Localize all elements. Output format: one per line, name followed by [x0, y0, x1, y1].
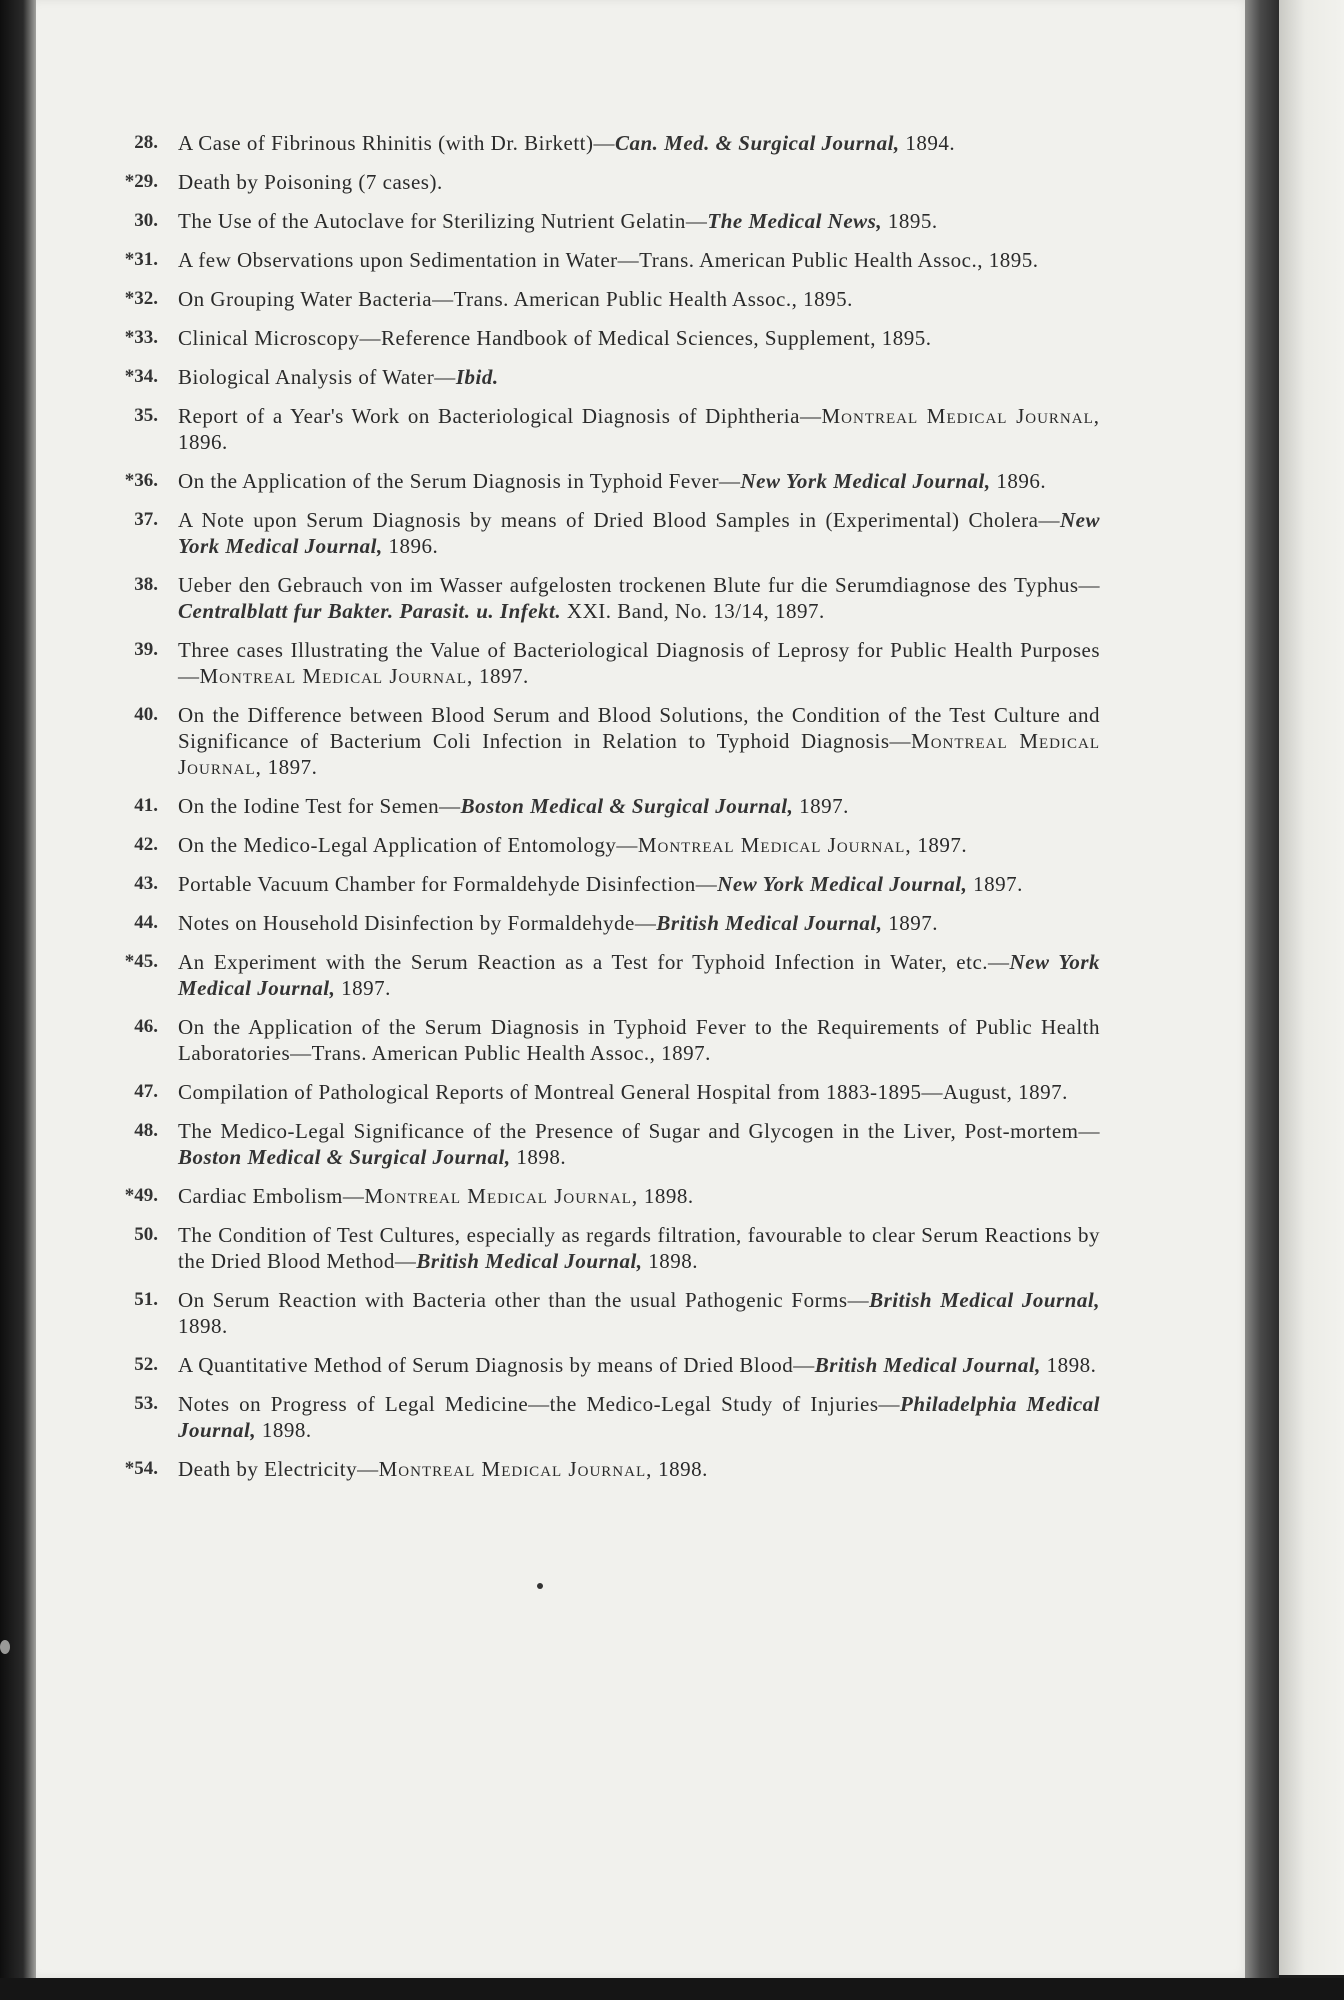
publication-entry: [120, 403, 1100, 455]
journal-title: New York Medical Journal,: [740, 469, 991, 493]
entry-number: *29.: [124, 171, 158, 192]
citation-text: 1898.: [178, 1314, 228, 1338]
publication-entry: [120, 286, 1100, 312]
citation-text: A Note upon Serum Diagnosis by means of Dried Blood Samples in (Experimental) Cholera—: [178, 508, 1060, 532]
entry-number: 44.: [134, 912, 158, 933]
journal-title-smallcaps: Montreal Medical Journal,: [364, 1184, 639, 1208]
next-page-edge: [1279, 0, 1344, 1975]
entry-citation: [178, 1287, 1100, 1339]
entry-number: *31.: [124, 249, 158, 270]
entry-citation: [178, 169, 1100, 195]
citation-text: 1897.: [473, 664, 529, 688]
citation-text: The Medico-Legal Significance of the Presence of Sugar and Glycogen in the Liver, Post-mortem—: [178, 1119, 1100, 1143]
journal-title: British Medical Journal,: [814, 1353, 1041, 1377]
citation-text: 1896.: [990, 469, 1047, 493]
entry-number: 28.: [134, 132, 158, 153]
journal-title: New York Medical Journal,: [178, 508, 1100, 558]
entry-number: 41.: [134, 795, 158, 816]
journal-title: Philadelphia Medical Journal,: [178, 1392, 1101, 1442]
journal-title: The Medical News,: [707, 209, 883, 233]
entry-number: 30.: [134, 210, 158, 231]
citation-text: An Experiment with the Serum Reaction as a Test for Typhoid Infection in Water, etc.—: [178, 950, 1010, 974]
entry-citation: [178, 1079, 1100, 1105]
publication-entry: [120, 325, 1100, 351]
citation-text: Portable Vacuum Chamber for Formaldehyde Disinfection—: [178, 872, 718, 896]
entry-citation: [178, 286, 1100, 312]
entry-citation: [178, 832, 1100, 858]
entry-citation: [178, 1183, 1100, 1209]
entry-citation: [178, 871, 1100, 897]
entry-citation: [178, 208, 1100, 234]
entry-number: *34.: [124, 366, 158, 387]
citation-text: 1894.: [899, 131, 956, 155]
entry-number: 38.: [134, 574, 158, 595]
citation-text: A Case of Fibrinous Rhinitis (with Dr. Birkett)—: [178, 131, 615, 155]
citation-text: Notes on Household Disinfection by Formaldehyde—: [178, 911, 657, 935]
citation-text: 1897.: [261, 755, 318, 779]
publication-entry: [120, 1287, 1100, 1339]
journal-title: Boston Medical & Surgical Journal,: [178, 1145, 511, 1169]
entry-number: 51.: [134, 1289, 158, 1310]
journal-title: British Medical Journal,: [416, 1249, 643, 1273]
citation-text: Cardiac Embolism—: [178, 1184, 365, 1208]
entry-citation: [178, 1456, 1100, 1482]
entry-citation: [178, 793, 1100, 819]
publication-entry: [120, 572, 1100, 624]
journal-title: Centralblatt fur Bakter. Parasit. u. Infekt.: [178, 599, 562, 623]
entry-citation: [178, 364, 1100, 390]
citation-text: Report of a Year's Work on Bacteriological Diagnosis of Diphtheria—: [178, 404, 822, 428]
entry-citation: [178, 702, 1100, 780]
publication-entry: [120, 247, 1100, 273]
entry-number: 52.: [134, 1354, 158, 1375]
publication-entry: [120, 910, 1100, 936]
entry-number: *54.: [124, 1458, 158, 1479]
citation-text: On the Iodine Test for Semen—: [178, 794, 461, 818]
publication-entry: [120, 637, 1100, 689]
citation-text: Ueber den Gebrauch von im Wasser aufgelosten trockenen Blute fur die Serumdiagnose des Typhus—: [178, 573, 1100, 597]
entry-citation: [178, 572, 1100, 624]
citation-text: 1898.: [1040, 1353, 1097, 1377]
citation-text: 1895.: [882, 209, 938, 233]
citation-text: The Use of the Autoclave for Sterilizing Nutrient Gelatin—: [178, 209, 708, 233]
journal-title: British Medical Journal,: [656, 911, 883, 935]
citation-text: On Grouping Water Bacteria—Trans. American Public Health Assoc., 1895.: [178, 287, 853, 311]
journal-title: Ibid.: [455, 365, 499, 389]
entry-number: 35.: [134, 405, 158, 426]
entry-number: 40.: [134, 704, 158, 725]
citation-text: Compilation of Pathological Reports of Montreal General Hospital from 1883-1895—August, 1897.: [178, 1080, 1068, 1104]
citation-text: On Serum Reaction with Bacteria other than the usual Pathogenic Forms—: [178, 1288, 870, 1312]
journal-title: New York Medical Journal,: [178, 950, 1100, 1000]
citation-text: Death by Poisoning (7 cases).: [178, 170, 443, 194]
citation-text: On the Application of the Serum Diagnosis in Typhoid Fever to the Requirements of Public Health Laboratories—Trans. American Public Health Assoc., 1897.: [178, 1015, 1100, 1065]
journal-title-smallcaps: Montreal Medical Journal,: [637, 833, 912, 857]
entry-number: 42.: [134, 834, 158, 855]
citation-text: Clinical Microscopy—Reference Handbook of Medical Sciences, Supplement, 1895.: [178, 326, 932, 350]
publication-entry: [120, 507, 1100, 559]
entry-number: *45.: [124, 951, 158, 972]
journal-title-smallcaps: Montreal Medical Journal,: [378, 1457, 653, 1481]
entry-citation: [178, 1014, 1100, 1066]
citation-text: Death by Electricity—: [178, 1457, 379, 1481]
citation-text: 1896.: [178, 430, 228, 454]
publication-entry: [120, 793, 1100, 819]
entry-citation: [178, 507, 1100, 559]
entry-citation: [178, 1391, 1100, 1443]
citation-text: XXI. Band, No. 13/14, 1897.: [561, 599, 825, 623]
citation-text: 1897.: [793, 794, 849, 818]
publication-entry: [120, 468, 1100, 494]
citation-text: On the Medico-Legal Application of Entomology—: [178, 833, 638, 857]
entry-number: 43.: [134, 873, 158, 894]
publication-entry: [120, 1222, 1100, 1274]
publication-entry: [120, 130, 1100, 156]
entry-number: 53.: [134, 1393, 158, 1414]
entry-citation: [178, 1222, 1100, 1274]
citation-text: Notes on Progress of Legal Medicine—the Medico-Legal Study of Injuries—: [178, 1392, 901, 1416]
entry-number: 39.: [134, 639, 158, 660]
citation-text: 1898.: [256, 1418, 312, 1442]
journal-title-smallcaps: Montreal Medical Journal,: [199, 664, 474, 688]
citation-text: Three cases Illustrating the Value of Bacteriological Diagnosis of Leprosy for Public Health Purposes—: [178, 638, 1100, 688]
publication-entry: [120, 1183, 1100, 1209]
citation-text: 1896.: [382, 534, 439, 558]
ink-speck: [537, 1583, 543, 1589]
journal-title: British Medical Journal,: [869, 1288, 1100, 1312]
citation-text: A Quantitative Method of Serum Diagnosis by means of Dried Blood—: [178, 1353, 815, 1377]
publication-entry: [120, 871, 1100, 897]
publication-entry: [120, 1352, 1100, 1378]
journal-title: Can. Med. & Surgical Journal,: [615, 131, 900, 155]
entry-citation: [178, 637, 1100, 689]
entry-citation: [178, 325, 1100, 351]
citation-text: The Condition of Test Cultures, especially as regards filtration, favourable to clear Serum Reactions by the Dried Blood Method—: [178, 1223, 1100, 1273]
journal-title: Boston Medical & Surgical Journal,: [460, 794, 794, 818]
publication-entry: [120, 1456, 1100, 1482]
entry-citation: [178, 247, 1100, 273]
entry-citation: [178, 1352, 1100, 1378]
citation-text: 1898.: [642, 1249, 699, 1273]
entry-citation: [178, 1118, 1100, 1170]
publication-entry: [120, 1014, 1100, 1066]
publication-entry: [120, 169, 1100, 195]
publication-entry: [120, 832, 1100, 858]
publication-entry: [120, 1118, 1100, 1170]
publication-entry: [120, 208, 1100, 234]
journal-title-smallcaps: Montreal Medical Journal,: [178, 729, 1101, 779]
entry-number: *32.: [124, 288, 158, 309]
citation-text: Biological Analysis of Water—: [178, 365, 456, 389]
citation-text: 1897.: [335, 976, 391, 1000]
entry-number: 47.: [134, 1081, 158, 1102]
citation-text: A few Observations upon Sedimentation in Water—Trans. American Public Health Assoc., 1895.: [178, 248, 1039, 272]
scan-bottom-border: [0, 1978, 1344, 2000]
citation-text: 1897.: [882, 911, 938, 935]
publication-list: [120, 130, 1100, 1495]
entry-number: *33.: [124, 327, 158, 348]
publication-entry: [120, 702, 1100, 780]
entry-number: *49.: [124, 1185, 158, 1206]
book-gutter-shadow: [1245, 0, 1279, 1980]
entry-number: 50.: [134, 1224, 158, 1245]
citation-text: 1898.: [652, 1457, 708, 1481]
entry-number: 48.: [134, 1120, 158, 1141]
entry-number: 37.: [134, 509, 158, 530]
journal-title: New York Medical Journal,: [717, 872, 968, 896]
publication-entry: [120, 1391, 1100, 1443]
citation-text: On the Application of the Serum Diagnosis in Typhoid Fever—: [178, 469, 741, 493]
entry-citation: [178, 130, 1100, 156]
citation-text: On the Difference between Blood Serum and Blood Solutions, the Condition of the Test Culture and Significance of Bacterium Coli Infection in Relation to Typhoid Diagnosis—: [178, 703, 1100, 753]
citation-text: 1897.: [911, 833, 968, 857]
binding-mark: [0, 1640, 10, 1654]
entry-number: *36.: [124, 470, 158, 491]
entry-citation: [178, 468, 1100, 494]
entry-citation: [178, 949, 1100, 1001]
journal-title-smallcaps: Montreal Medical Journal,: [821, 404, 1101, 428]
entry-citation: [178, 403, 1100, 455]
entry-citation: [178, 910, 1100, 936]
citation-text: 1898.: [510, 1145, 567, 1169]
publication-entry: [120, 949, 1100, 1001]
citation-text: 1897.: [967, 872, 1023, 896]
publication-entry: [120, 1079, 1100, 1105]
publication-entry: [120, 364, 1100, 390]
entry-number: 46.: [134, 1016, 158, 1037]
citation-text: 1898.: [638, 1184, 694, 1208]
